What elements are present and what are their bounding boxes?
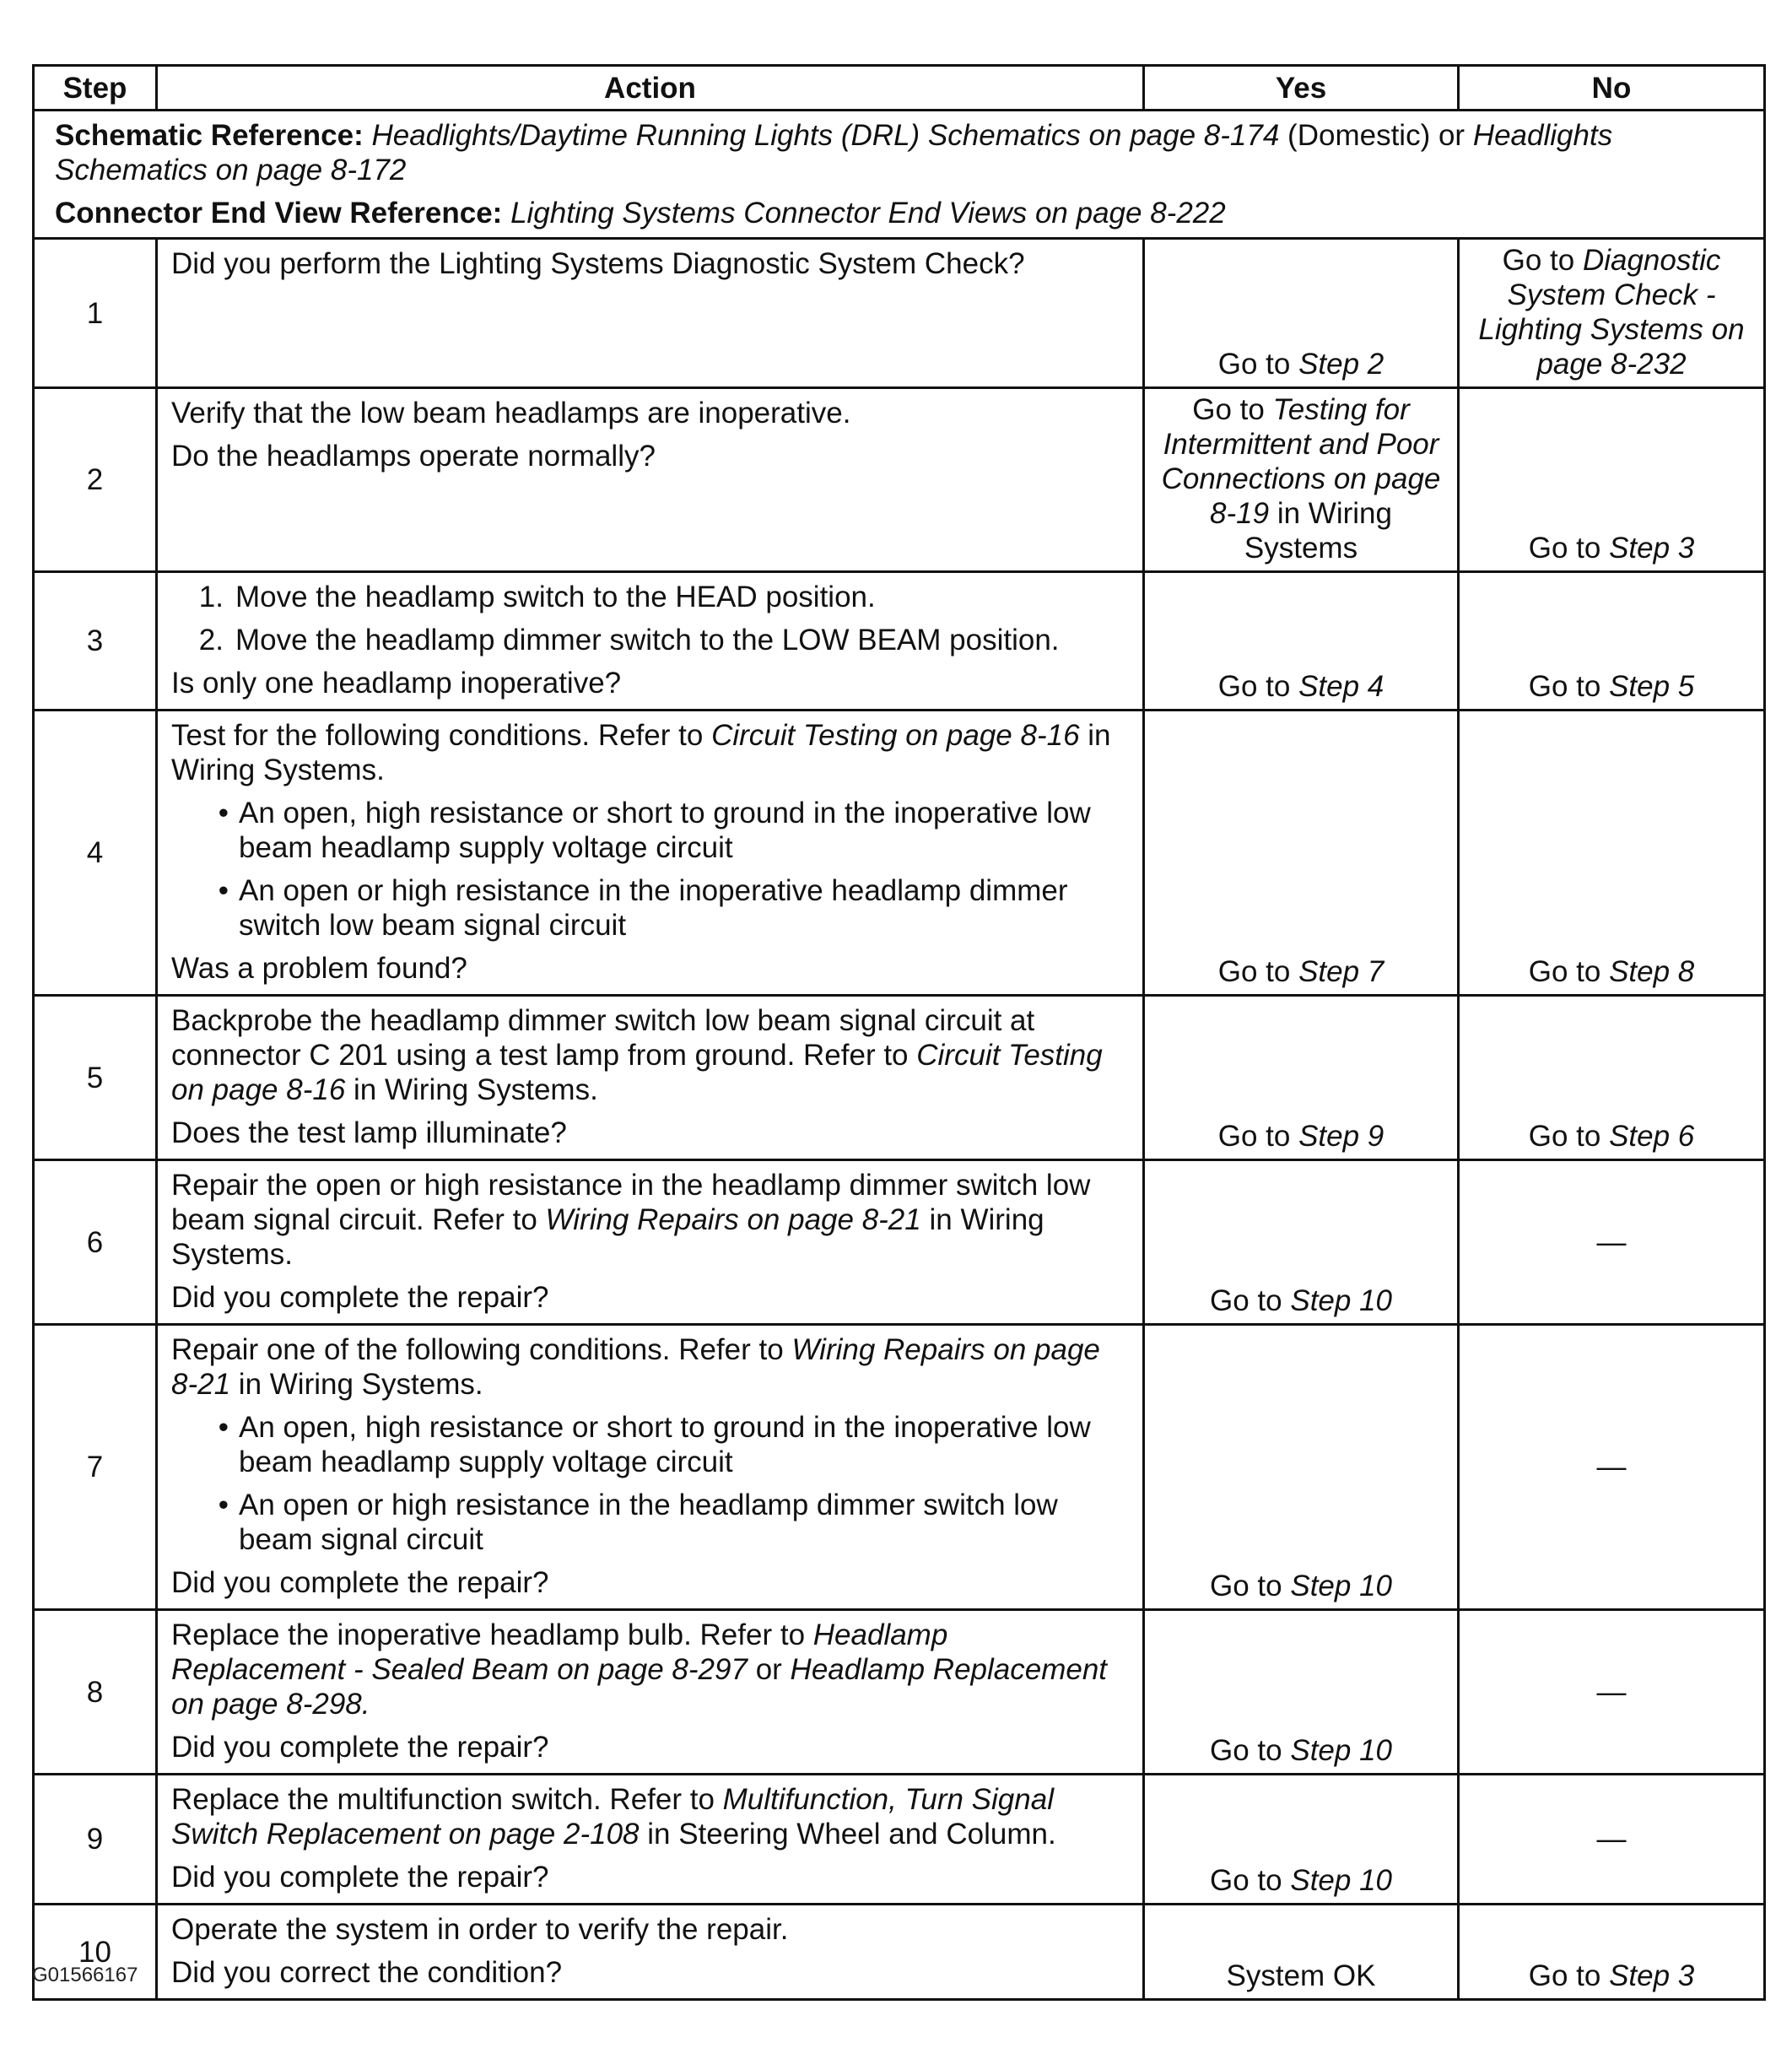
action-question: Is only one headlamp inoperative? bbox=[171, 667, 622, 700]
yes-link[interactable]: Step 10 bbox=[1290, 1734, 1392, 1767]
action-question: Did you complete the repair? bbox=[171, 1731, 549, 1764]
no-prefix: Go to bbox=[1528, 670, 1601, 703]
reference-link[interactable]: Circuit Testing on page 8-16 bbox=[711, 719, 1080, 752]
action-cell bbox=[157, 239, 1144, 388]
action-cell bbox=[157, 1160, 1144, 1325]
action-text: Operate the system in order to verify the repair. bbox=[171, 1913, 789, 1946]
action-question: Did you complete the repair? bbox=[171, 1861, 549, 1894]
action-intro: Repair one of the following conditions. Refer to Wiring Repairs on page 8-21 in Wiring Systems. bbox=[171, 1333, 1100, 1401]
no-prefix: Go to bbox=[1528, 955, 1601, 988]
action-cell bbox=[157, 996, 1144, 1160]
no-cell bbox=[1459, 1905, 1765, 2000]
action-question: Did you complete the repair? bbox=[171, 1566, 549, 1599]
connector-ref: Lighting Systems Connector End Views on page 8-222 bbox=[510, 197, 1226, 230]
schematic-ref-headlights: Headlights Schematics on page 8-172 bbox=[55, 119, 1613, 186]
schematic-ref-domestic: Headlights/Daytime Running Lights (DRL) Schematics on page 8-174 bbox=[371, 119, 1280, 152]
yes-link[interactable]: Step 2 bbox=[1298, 348, 1384, 381]
yes-link[interactable]: Step 9 bbox=[1298, 1120, 1384, 1153]
reference-link[interactable]: Circuit Testing on page 8-16 bbox=[171, 1039, 1103, 1106]
no-link[interactable]: Step 8 bbox=[1609, 955, 1695, 988]
step-number: 7 bbox=[34, 1325, 157, 1610]
reference-link[interactable]: Headlamp Replacement on page 8-298. bbox=[171, 1653, 1108, 1721]
yes-cell bbox=[1144, 711, 1459, 996]
yes-cell bbox=[1144, 572, 1459, 711]
step-number: 2 bbox=[34, 388, 157, 572]
no-cell-dash: — bbox=[1459, 1775, 1765, 1905]
yes-link[interactable]: Testing for Intermittent and Poor Connections on page 8-19 bbox=[1161, 393, 1441, 530]
action-cell bbox=[157, 711, 1144, 996]
step-row-6 bbox=[34, 1160, 1765, 1325]
no-cell-dash: — bbox=[1459, 1160, 1765, 1325]
reference-link[interactable]: Headlamp Replacement - Sealed Beam on page 8-297 bbox=[171, 1618, 948, 1686]
reference-link[interactable]: Multifunction, Turn Signal Switch Replacement on page 2-108 bbox=[171, 1783, 1054, 1851]
no-cell bbox=[1459, 572, 1765, 711]
yes-cell bbox=[1144, 1775, 1459, 1905]
step-number: 1 bbox=[34, 239, 157, 388]
yes-cell bbox=[1144, 1325, 1459, 1610]
step-row-5 bbox=[34, 996, 1765, 1160]
step-number: 9 bbox=[34, 1775, 157, 1905]
reference-cell bbox=[34, 111, 1765, 239]
step-number: 5 bbox=[34, 996, 157, 1160]
bullet-icon: • bbox=[218, 797, 229, 829]
yes-cell bbox=[1144, 239, 1459, 388]
diagnostic-table-container bbox=[32, 64, 1763, 2001]
no-prefix: Go to bbox=[1528, 532, 1601, 565]
schematic-reference bbox=[55, 118, 1750, 187]
action-question: Was a problem found? bbox=[171, 952, 467, 985]
yes-prefix: Go to bbox=[1210, 1734, 1282, 1767]
bullet-item: • An open or high resistance in the headlamp dimmer switch low beam signal circuit bbox=[171, 1488, 1129, 1557]
connector-label: Connector End View Reference: bbox=[55, 197, 503, 230]
no-cell bbox=[1459, 711, 1765, 996]
step-number: 6 bbox=[34, 1160, 157, 1325]
yes-prefix: Go to bbox=[1210, 1570, 1282, 1602]
step-row-8 bbox=[34, 1610, 1765, 1775]
yes-prefix: Go to bbox=[1210, 1864, 1282, 1897]
action-intro: Replace the multifunction switch. Refer to Multifunction, Turn Signal Switch Replacement on page 2-108 in Steering Wheel and Column. bbox=[171, 1783, 1056, 1851]
schematic-label: Schematic Reference: bbox=[55, 119, 364, 152]
action-intro: Backprobe the headlamp dimmer switch low beam signal circuit at connector C 201 using a test lamp from ground. Refer to Circuit Testing on page 8-16 in Wiring Systems. bbox=[171, 1004, 1103, 1106]
yes-cell bbox=[1144, 1610, 1459, 1775]
step-number: 3 bbox=[34, 572, 157, 711]
numbered-item: 2. Move the headlamp dimmer switch to the LOW BEAM position. bbox=[171, 623, 1129, 657]
action-text: Did you perform the Lighting Systems Diagnostic System Check? bbox=[171, 247, 1025, 280]
step-row-2 bbox=[34, 388, 1765, 572]
bullet-item: • An open, high resistance or short to ground in the inoperative low beam headlamp supply voltage circuit bbox=[171, 796, 1129, 865]
item-number: 2. bbox=[198, 624, 224, 657]
yes-prefix: Go to bbox=[1210, 1284, 1282, 1317]
reference-row bbox=[34, 111, 1765, 239]
yes-suffix: in Wiring Systems bbox=[1244, 497, 1392, 565]
action-question: Does the test lamp illuminate? bbox=[171, 1116, 567, 1149]
no-link[interactable]: Step 3 bbox=[1609, 1959, 1695, 1992]
diagnostic-table bbox=[32, 64, 1766, 2001]
yes-link[interactable]: Step 10 bbox=[1290, 1864, 1392, 1897]
action-question: Did you correct the condition? bbox=[171, 1956, 563, 1989]
no-cell bbox=[1459, 388, 1765, 572]
no-prefix: Go to bbox=[1502, 244, 1575, 277]
no-link[interactable]: Step 3 bbox=[1609, 532, 1695, 565]
yes-cell bbox=[1144, 388, 1459, 572]
numbered-item: 1. Move the headlamp switch to the HEAD position. bbox=[171, 580, 1129, 614]
action-cell bbox=[157, 1610, 1144, 1775]
yes-prefix: Go to bbox=[1217, 1120, 1291, 1153]
no-prefix: Go to bbox=[1528, 1959, 1601, 1992]
action-cell bbox=[157, 1775, 1144, 1905]
no-cell-dash: — bbox=[1459, 1325, 1765, 1610]
no-link[interactable]: Diagnostic System Check - Lighting Systems on page 8-232 bbox=[1478, 244, 1745, 381]
header-row bbox=[34, 66, 1765, 111]
no-link[interactable]: Step 6 bbox=[1609, 1120, 1695, 1153]
action-cell bbox=[157, 1905, 1144, 2000]
action-cell bbox=[157, 572, 1144, 711]
bullet-icon: • bbox=[218, 1411, 229, 1444]
no-prefix: Go to bbox=[1528, 1120, 1601, 1153]
action-question: Do the headlamps operate normally? bbox=[171, 440, 656, 473]
bullet-item: • An open, high resistance or short to ground in the inoperative low beam headlamp supply voltage circuit bbox=[171, 1410, 1129, 1479]
no-cell-dash: — bbox=[1459, 1610, 1765, 1775]
header-no: No bbox=[1459, 66, 1765, 111]
figure-id: G01566167 bbox=[32, 1964, 138, 1986]
bullet-icon: • bbox=[218, 874, 229, 907]
bullet-icon: • bbox=[218, 1489, 229, 1521]
no-cell bbox=[1459, 996, 1765, 1160]
yes-cell: System OK bbox=[1144, 1905, 1459, 2000]
step-number: 8 bbox=[34, 1610, 157, 1775]
reference-link[interactable]: Wiring Repairs on page 8-21 bbox=[171, 1333, 1100, 1401]
bullet-item: • An open or high resistance in the inoperative headlamp dimmer switch low beam signal circuit bbox=[171, 873, 1129, 943]
yes-link[interactable]: Step 4 bbox=[1298, 670, 1384, 703]
step-row-7 bbox=[34, 1325, 1765, 1610]
yes-prefix: Go to bbox=[1217, 955, 1291, 988]
yes-prefix: Go to bbox=[1217, 670, 1291, 703]
action-cell bbox=[157, 388, 1144, 572]
yes-prefix: Go to bbox=[1192, 393, 1265, 426]
action-intro: Test for the following conditions. Refer to Circuit Testing on page 8-16 in Wiring Systems. bbox=[171, 719, 1111, 786]
header-yes: Yes bbox=[1144, 66, 1459, 111]
header-step: Step bbox=[34, 66, 157, 111]
action-intro: Replace the inoperative headlamp bulb. Refer to Headlamp Replacement - Sealed Beam on page 8-297 or Headlamp Replacement on page 8-298. bbox=[171, 1618, 1108, 1721]
action-question: Did you complete the repair? bbox=[171, 1281, 549, 1314]
yes-link[interactable]: Step 10 bbox=[1290, 1284, 1392, 1317]
yes-cell bbox=[1144, 1160, 1459, 1325]
action-text: Verify that the low beam headlamps are inoperative. bbox=[171, 397, 851, 430]
no-link[interactable]: Step 5 bbox=[1609, 670, 1695, 703]
step-row-4 bbox=[34, 711, 1765, 996]
step-row-10 bbox=[34, 1905, 1765, 2000]
step-row-3 bbox=[34, 572, 1765, 711]
step-number: 10 bbox=[34, 1905, 157, 2000]
step-number: 4 bbox=[34, 711, 157, 996]
item-number: 1. bbox=[198, 581, 224, 613]
yes-link[interactable]: Step 10 bbox=[1290, 1570, 1392, 1602]
yes-prefix: Go to bbox=[1217, 348, 1291, 381]
connector-reference bbox=[55, 196, 1750, 230]
action-intro: Repair the open or high resistance in the headlamp dimmer switch low beam signal circuit. Refer to Wiring Repairs on page 8-21 in Wiring Systems. bbox=[171, 1169, 1091, 1271]
no-cell bbox=[1459, 239, 1765, 388]
step-row-1 bbox=[34, 239, 1765, 388]
yes-cell bbox=[1144, 996, 1459, 1160]
reference-link[interactable]: Wiring Repairs on page 8-21 bbox=[545, 1203, 921, 1236]
schematic-mid: (Domestic) or bbox=[1287, 119, 1465, 152]
step-row-9 bbox=[34, 1775, 1765, 1905]
action-cell bbox=[157, 1325, 1144, 1610]
yes-link[interactable]: Step 7 bbox=[1298, 955, 1384, 988]
header-action: Action bbox=[157, 66, 1144, 111]
